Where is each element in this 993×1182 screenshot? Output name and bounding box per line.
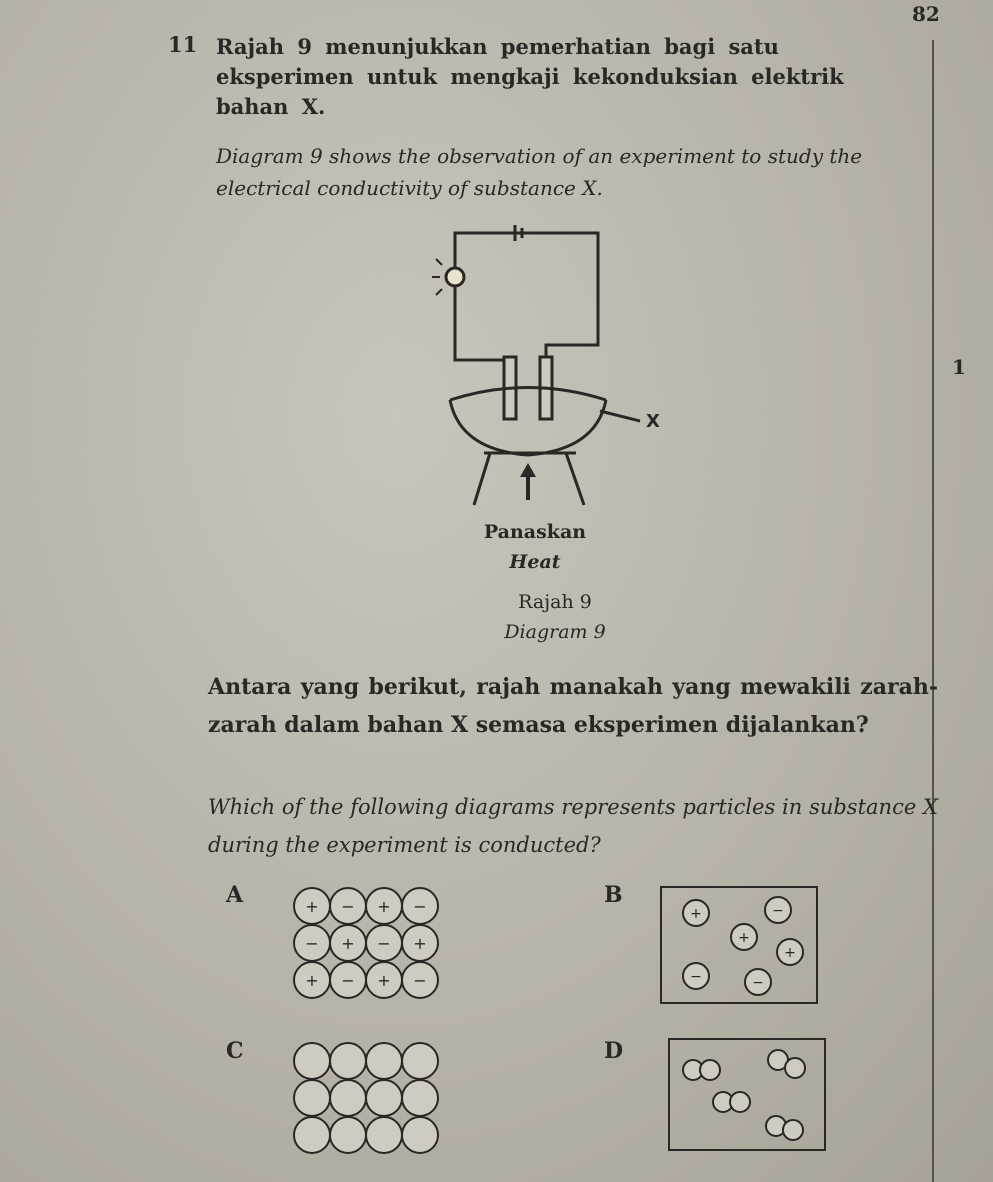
heat-label-malay: Panaskan [483, 521, 587, 543]
option-d-label[interactable]: D [604, 1038, 624, 1064]
question-intro-malay: Rajah 9 menunjukkan pemerhatian bagi satu eksperimen untuk mengkaji kekonduksian elektrik bahan X. [216, 34, 844, 119]
svg-text:−: − [413, 971, 427, 990]
svg-text:−: − [377, 934, 391, 953]
apparatus-diagram [420, 215, 710, 665]
page-number: 82 [912, 2, 940, 26]
svg-text:−: − [341, 897, 355, 916]
svg-text:−: − [341, 971, 355, 990]
option-c-lattice-atoms[interactable] [290, 1040, 450, 1165]
question-number: 11 [168, 32, 198, 57]
svg-text:+: + [341, 934, 355, 953]
option-a-lattice-ions[interactable] [290, 885, 450, 1010]
crucible [450, 400, 606, 455]
svg-text:−: − [752, 975, 764, 991]
svg-text:+: + [738, 930, 750, 946]
svg-text:+: + [305, 971, 319, 990]
svg-text:+: + [690, 906, 702, 922]
svg-text:+: + [377, 897, 391, 916]
option-b-free-ions[interactable] [660, 886, 820, 1006]
svg-text:+: + [305, 897, 319, 916]
label-x: X [646, 411, 660, 432]
circuit-apparatus-drawing [420, 215, 710, 535]
heat-label-english: Heat [509, 551, 561, 573]
question-stem-malay: Antara yang berikut, rajah manakah yang mewakili zarah-zarah dalam bahan X semasa eksperimen dijalankan? [208, 674, 938, 738]
diagram-caption-malay: Rajah 9 [518, 591, 592, 613]
svg-text:−: − [772, 903, 784, 919]
svg-text:−: − [305, 934, 319, 953]
option-b-label[interactable]: B [604, 882, 623, 908]
heat-arrow-icon [520, 463, 536, 500]
substance-surface [450, 388, 606, 401]
option-d-free-molecules[interactable] [668, 1038, 828, 1153]
option-a-label[interactable]: A [226, 882, 244, 908]
svg-text:+: + [377, 971, 391, 990]
x-pointer-line [600, 411, 640, 421]
margin-line [932, 40, 934, 1182]
question-stem-english: Which of the following diagrams represents particles in substance X during the experiment is conducted? [208, 795, 938, 857]
tripod-leg-right [566, 453, 584, 505]
svg-text:+: + [413, 934, 427, 953]
option-c-label[interactable]: C [226, 1038, 244, 1064]
diagram-caption-english: Diagram 9 [504, 621, 606, 643]
tripod-leg-left [474, 453, 490, 505]
svg-text:−: − [690, 969, 702, 985]
svg-text:−: − [413, 897, 427, 916]
bulb-icon [432, 259, 464, 295]
svg-text:+: + [784, 945, 796, 961]
circuit-wire [455, 233, 598, 360]
question-intro-english: Diagram 9 shows the observation of an experiment to study the electrical conductivity of substance X. [216, 144, 863, 200]
side-mark: 1 [952, 355, 966, 379]
